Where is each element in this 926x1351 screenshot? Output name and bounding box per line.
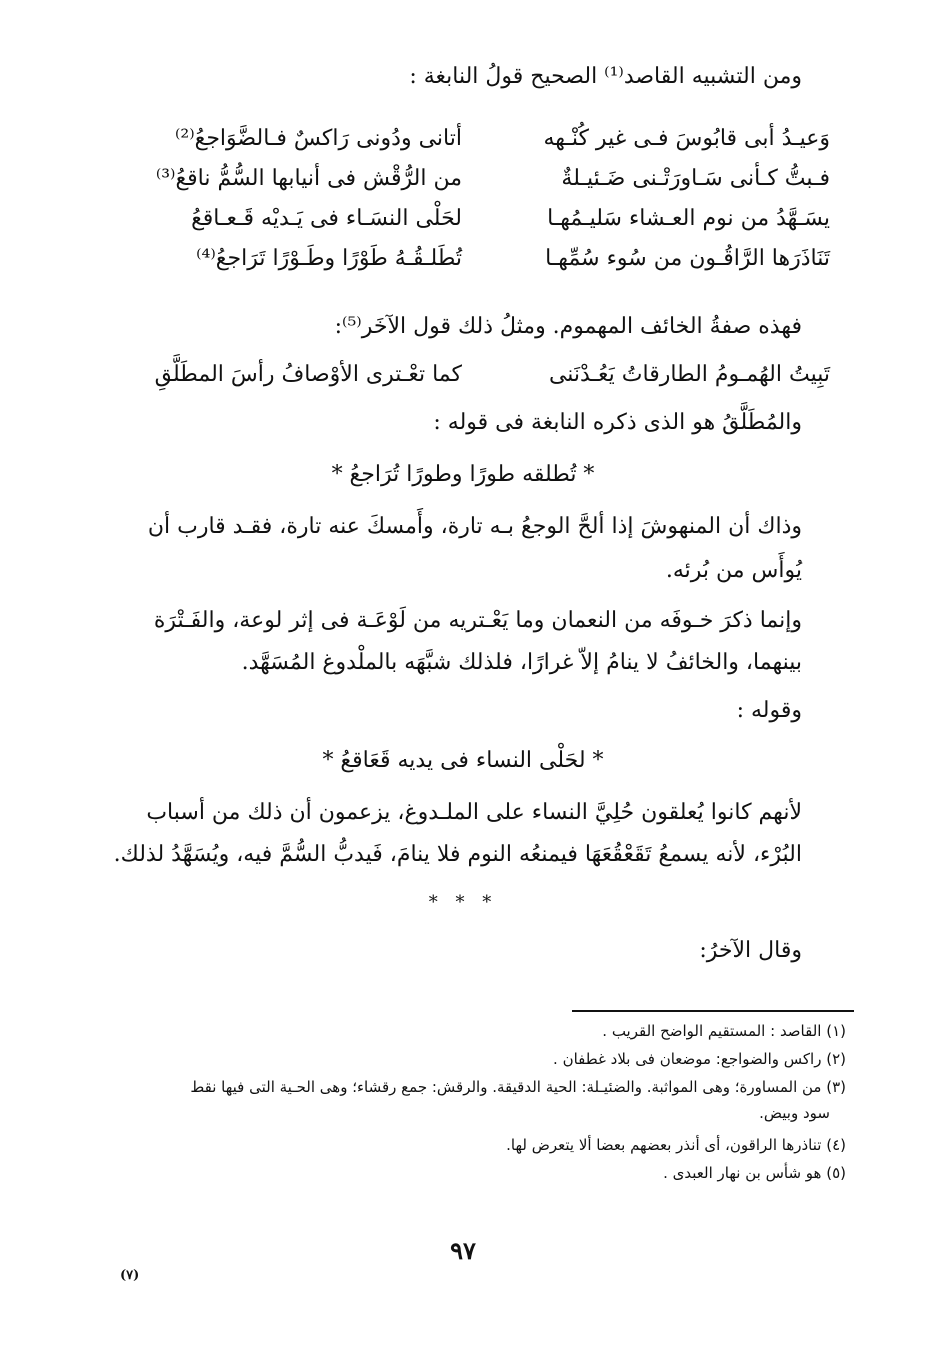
verse-5-second-hemistich: كما تعْـترى الأوْصافُ رأسَ المطَلَّقِ [154,362,462,387]
footnote-2: (٢) راكس والضواجع: موضعان فى بلاد غطفان . [553,1050,846,1068]
footnote-3: (٣) من المساورة؛ وهى المواثبة. والضئيـلة: الحية الدقيقة. والرقش: جمع رقشاء؛ وهى الحـية التى فيها نقط [190,1078,846,1096]
quoted-hemistich-1: * تُطلقه طورًا وطورًا تُرَاجعُ * [331,462,595,487]
verse-3-first-hemistich: يسَـهَّدُ من نوم العـشاء سَليـمُهـا [547,206,830,231]
footnote-1: (١) القاصد : المستقيم الواضح القريب . [602,1022,846,1040]
intro-line: ومن التشبيه القاصد⁽¹⁾ الصحيح قولُ النابغة : [409,64,802,89]
verse-2-second-hemistich: من الرُّقْش فى أنيابها السُّمُّ ناقعُ⁽³⁾ [155,166,462,191]
paragraph-3-line-1: وذاك أن المنهوشَ إذا ألحَّ الوجعُ بـه تارة، وأَمسكَ عنه تارة، فقـد قارب أن [147,514,802,539]
verse-1-first-hemistich: وَعيـدُ أبى قابُوسَ فـى غير كُنْـهه [543,126,830,151]
paragraph-2: والمُطَلَّقُ هو الذى ذكره النابغة فى قوله : [433,410,802,435]
verse-1-second-hemistich: أتانى ودُونى رَاكسٌ فـالضَّوَاجعُ⁽²⁾ [174,126,462,151]
signature-mark: (٧) [120,1268,140,1283]
verse-2-first-hemistich: فـبتُّ كـأنى سَـاورَتْـنى ضَـئيـلةٌ [561,166,830,191]
paragraph-5: وقوله : [736,698,802,723]
paragraph-1: فهذه صفةُ الخائف المهموم. ومثلُ ذلك قول الآخَر⁽⁵⁾: [334,314,802,339]
paragraph-3-line-2: يُوأَس من بُرئه. [665,558,802,583]
footnote-divider [572,1010,854,1012]
verse-5-first-hemistich: تَبِيتُ الهُمـومُ الطارقاتُ يَعُـدْنَنى [548,362,830,387]
footnote-3-continued: سود وبيض. [759,1104,830,1122]
paragraph-6-line-1: لأنهم كانوا يُعلقون حُلِيَّ النساء على الملـدوغ، يزعمون أن ذلك من أسباب [146,800,802,825]
page-number: ٩٧ [450,1236,476,1265]
quoted-hemistich-2: * لحَلْى النساء فى يديه قَعَاقعُ * [322,748,604,773]
verse-3-second-hemistich: لحَلْى النسَـاء فى يَـديْه قَـعـاقعُ [191,206,462,231]
verse-4-first-hemistich: تَنَاذَرَها الرَّاقُـون من سُوء سُمِّهـا [545,246,830,271]
footnote-5: (٥) هو شأس بن نهار العبدى . [663,1164,846,1182]
verse-4-second-hemistich: تُطَلـقُـهُ طَوْرًا وطَـوْرًا تَرَاجعُ⁽⁴⁾ [196,246,462,271]
paragraph-7: وقال الآخرُ: [699,938,802,963]
paragraph-4-line-2: بينهما، والخائفُ لا ينامُ إلاّ غرارًا، فلذلك شبَّهَه بالملْدوغ المُسَهَّد. [241,650,802,675]
paragraph-4-line-1: وإنما ذكرَ خـوفَه من النعمان وما يَعْـتريه من لَوْعَـة فى إثر لوعة، والفَـتْرَة [153,608,802,633]
section-separator: * * * [428,892,498,913]
paragraph-6-line-2: البُرْء، لأنه يسمعُ تَقَعْقُعَهَا فيمنعُه النوم فلا ينامَ، فَيدبُّ السُّمَّ فيه، ويُسَهَّدُ لذلك. [113,842,802,867]
footnote-4: (٤) تناذرها الراقون، أى أنذر بعضهم بعضا ألا يتعرض لها. [506,1136,846,1154]
